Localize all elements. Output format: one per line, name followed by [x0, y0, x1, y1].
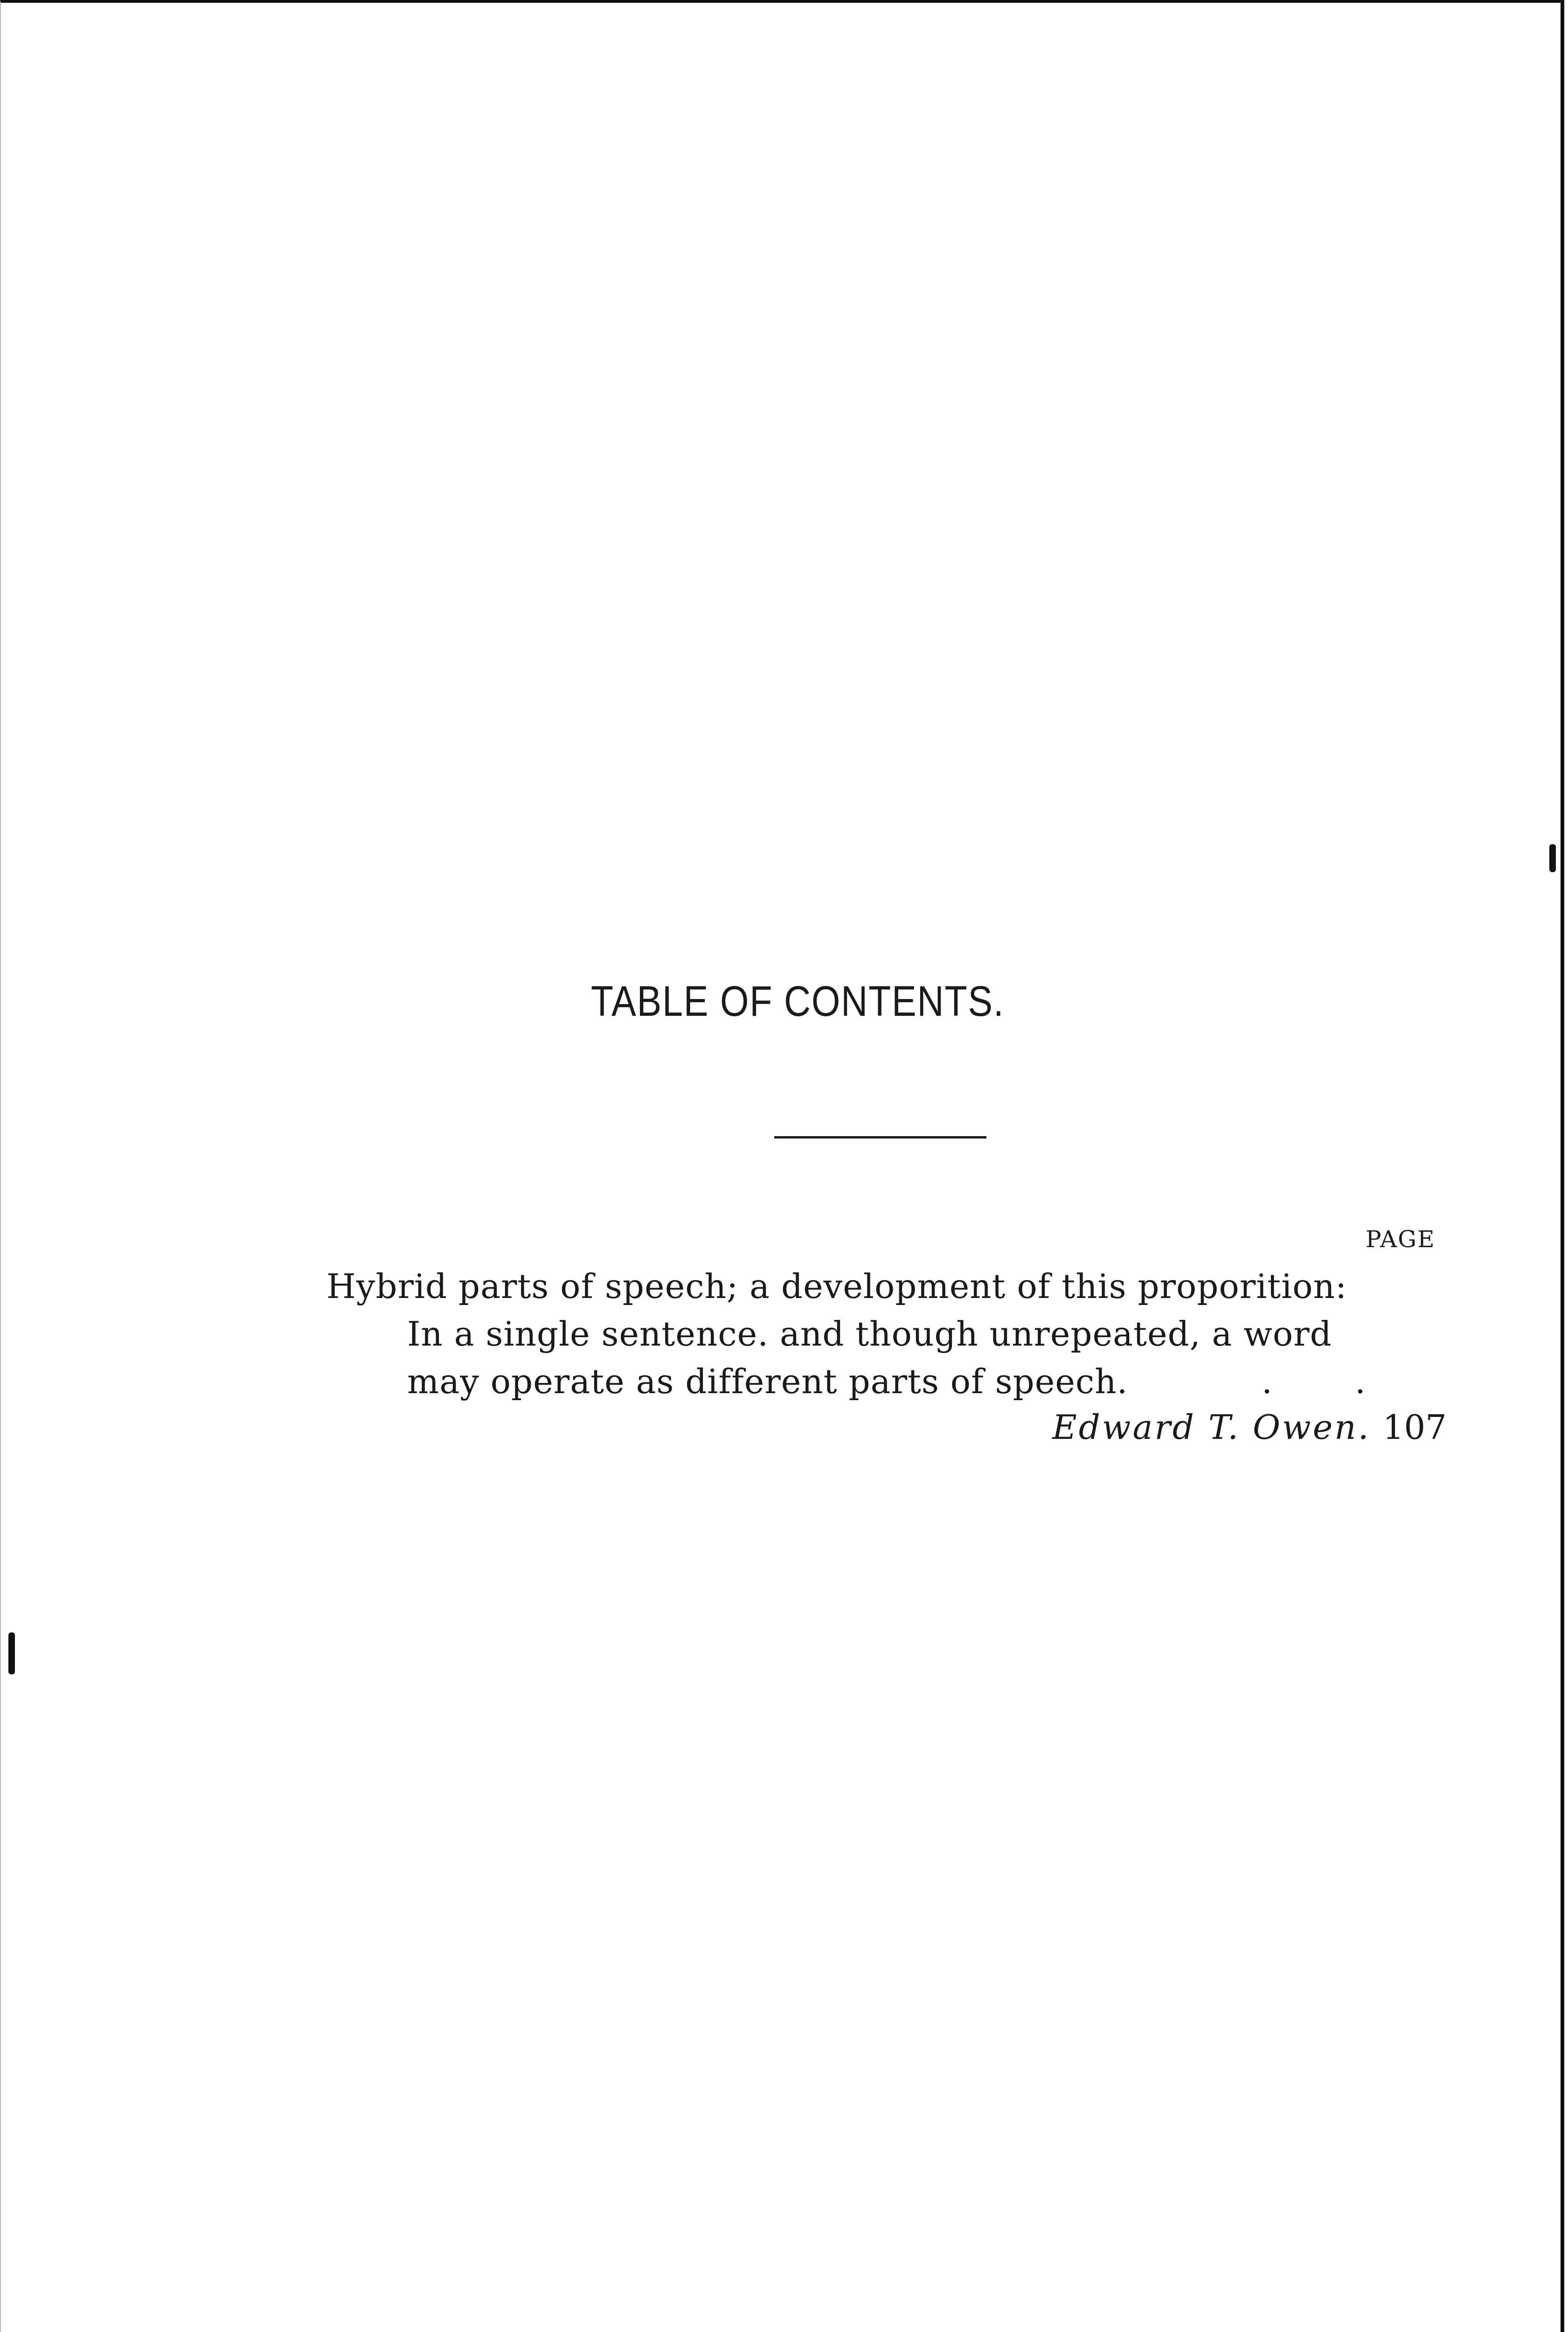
toc-entry-line: may operate as different parts of speech. [407, 1362, 1128, 1401]
toc-entry-line: In a single sentence. and though unrepeated, a word [407, 1314, 1332, 1353]
leader-dot: . [1262, 1362, 1272, 1401]
binding-mark [1549, 844, 1556, 872]
binding-mark [8, 1632, 15, 1674]
toc-entry-page-number: 107 [1382, 1408, 1447, 1447]
page-title: TABLE OF CONTENTS. [590, 978, 1005, 1025]
toc-entry-author: Edward T. Owen. [1052, 1408, 1371, 1447]
title-divider [774, 1136, 986, 1138]
toc-entry-attribution [1052, 1408, 1447, 1447]
toc-entry-line: Hybrid parts of speech; a development of this proporition: [326, 1267, 1347, 1306]
page-column-label: PAGE [1366, 1226, 1436, 1253]
leader-dot: . [1355, 1362, 1366, 1401]
